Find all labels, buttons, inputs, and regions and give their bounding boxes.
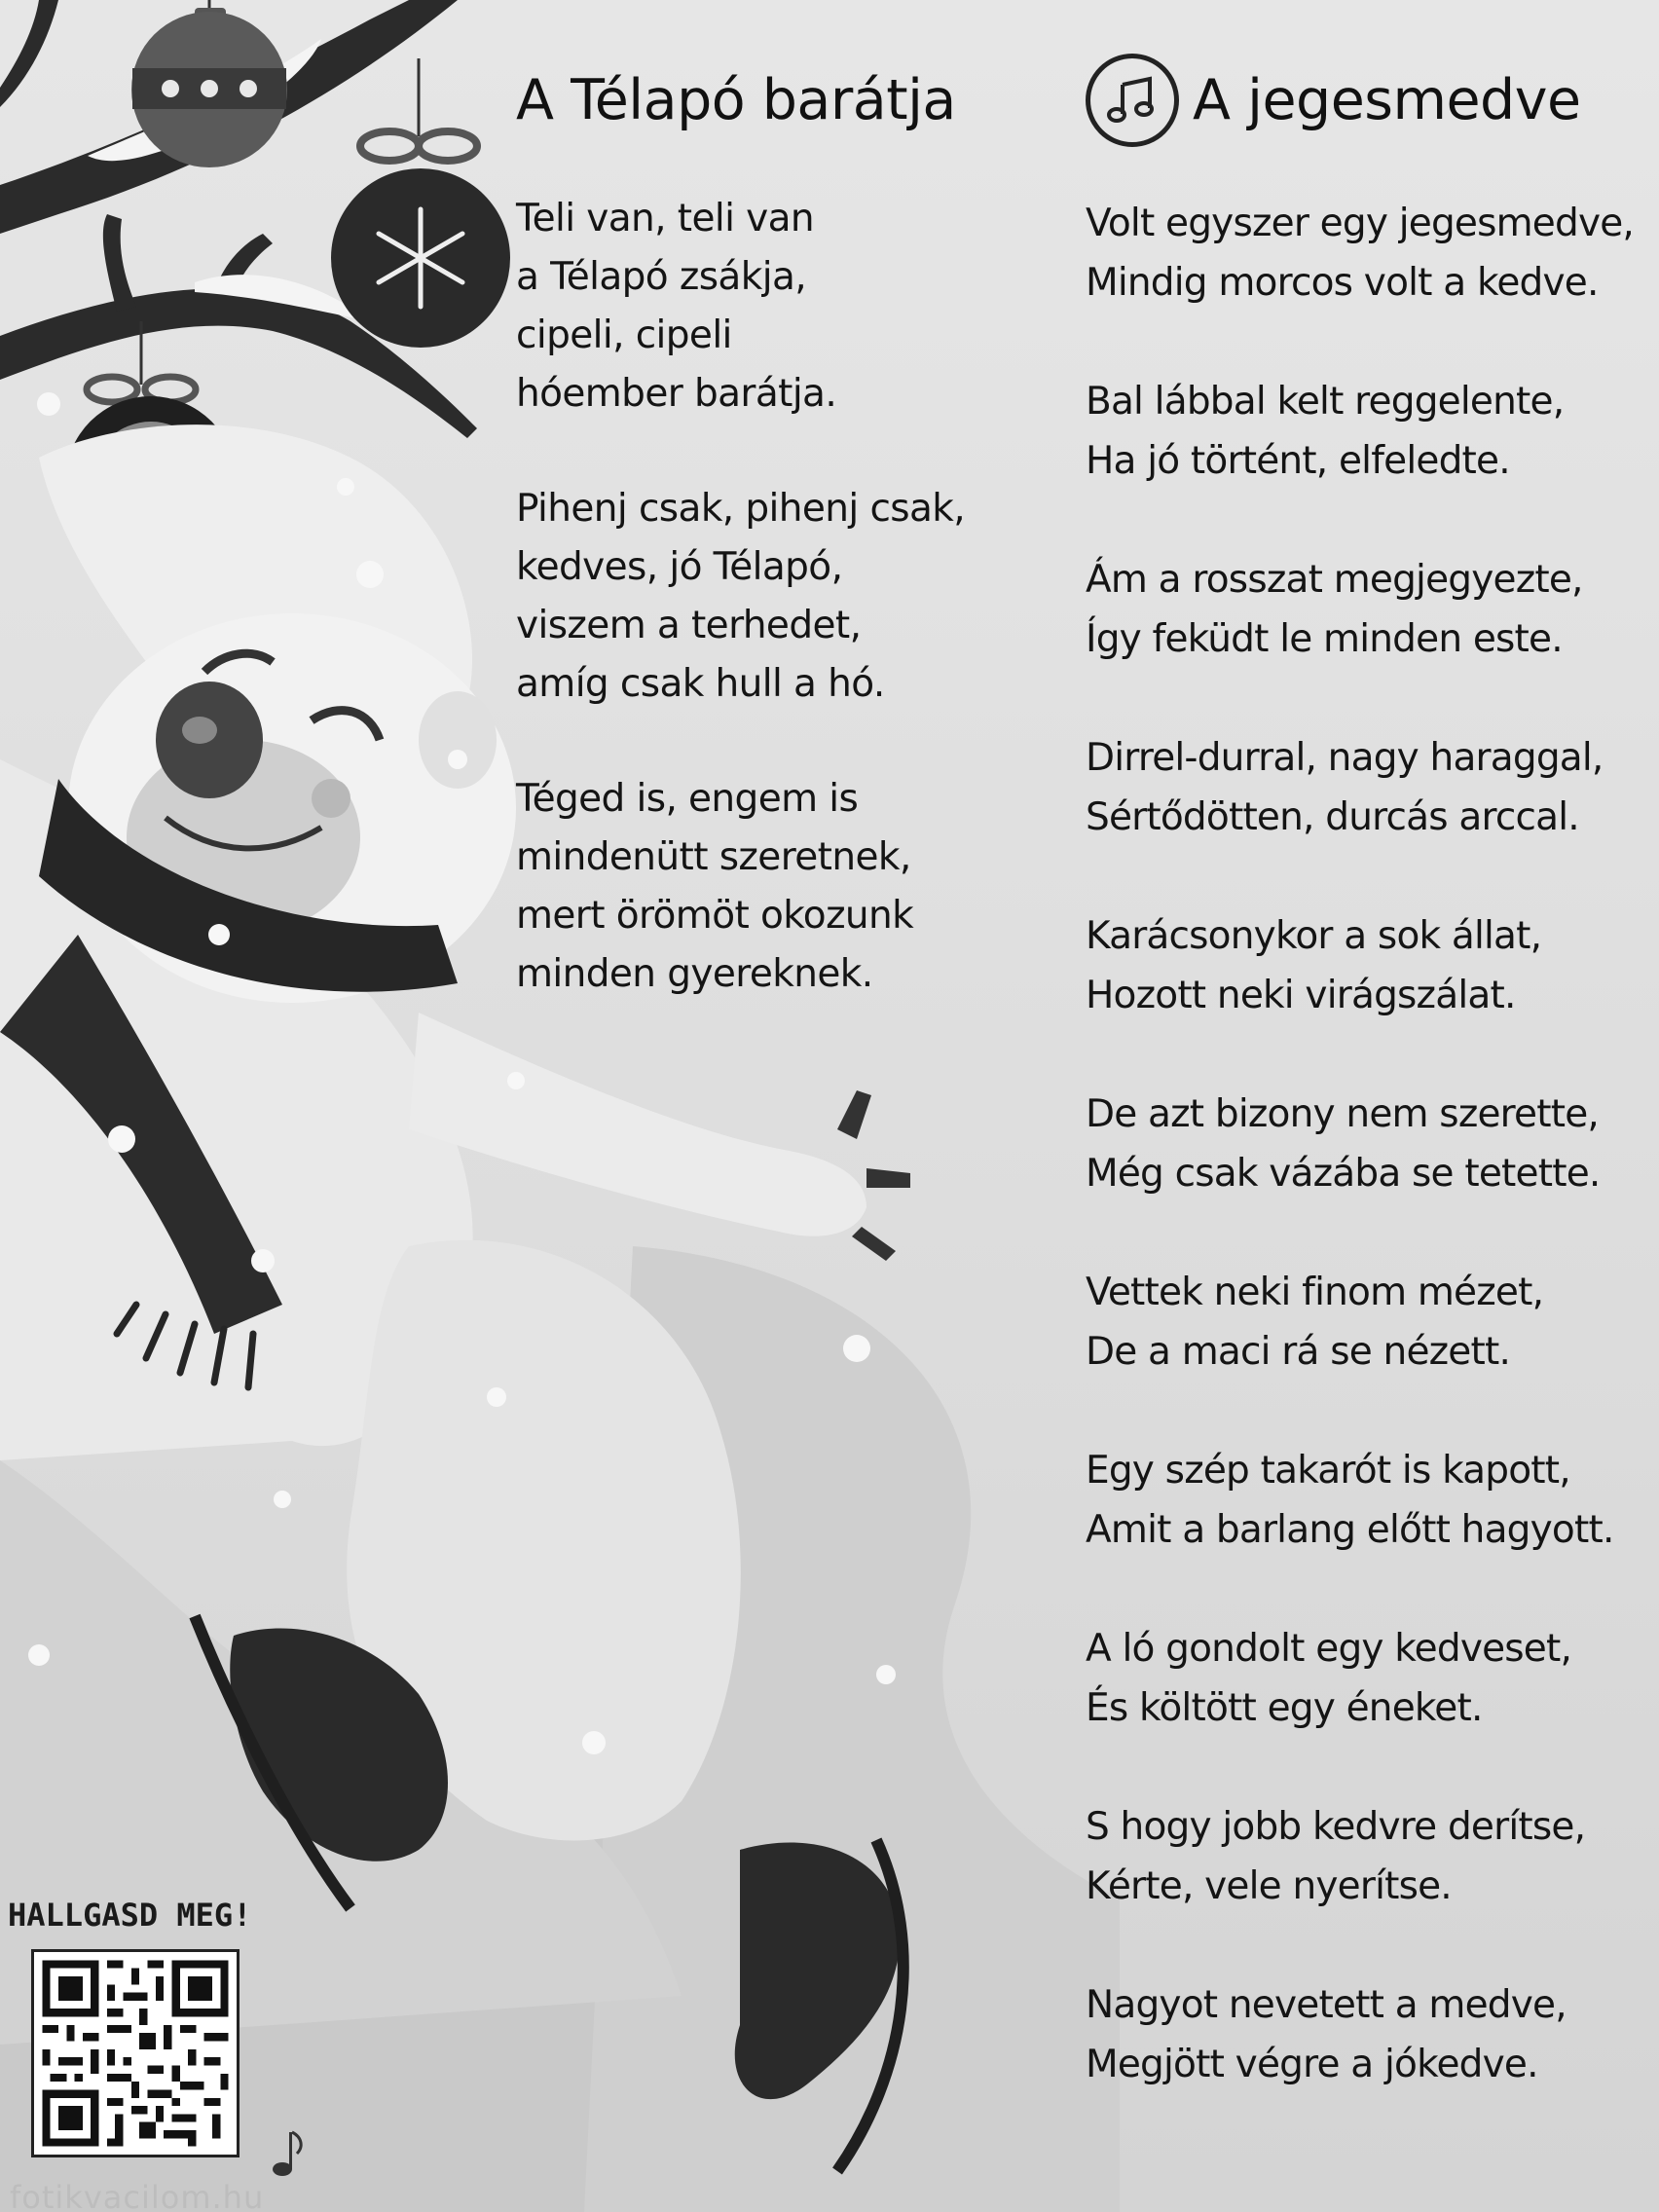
poem-line: És költött egy éneket.: [1086, 1686, 1483, 1730]
poem-line: mindenütt szeretnek,: [516, 834, 911, 879]
poem-line: Pihenj csak, pihenj csak,: [516, 486, 966, 531]
poem-jegesmedve: [1086, 54, 1655, 2154]
poem-line: De azt bizony nem szerette,: [1086, 1092, 1600, 1136]
poem-line: Ám a rosszat megjegyezte,: [1086, 558, 1583, 602]
poem-line: Vettek neki finom mézet,: [1086, 1271, 1544, 1314]
poem-line: Mindig morcos volt a kedve.: [1086, 261, 1599, 305]
stanza: [1086, 1797, 1655, 1916]
stanza: [1086, 1619, 1655, 1738]
poem-line: Dirrel-durral, nagy haraggal,: [1086, 736, 1604, 780]
poem-line: Egy szép takarót is kapott,: [1086, 1449, 1570, 1493]
poem-title: A Télapó barátja: [516, 68, 956, 132]
poem-line: viszem a terhedet,: [516, 603, 862, 647]
poem-line: Megjött végre a jókedve.: [1086, 2043, 1538, 2086]
poem-line: S hogy jobb kedvre derítse,: [1086, 1805, 1586, 1849]
poem-line: Téged is, engem is: [516, 776, 859, 821]
stanza: [1086, 194, 1655, 313]
poem-title-row: [1086, 54, 1655, 147]
qr-code-pattern: [34, 1952, 237, 2155]
stanza: [1086, 1263, 1655, 1382]
qr-label: HALLGASD MEG!: [8, 1897, 252, 1934]
poem-line: Volt egyszer egy jegesmedve,: [1086, 202, 1635, 245]
poem-line: Bal lábbal kelt reggelente,: [1086, 380, 1565, 424]
stanza: [1086, 1441, 1655, 1560]
music-note-icon: [1086, 54, 1179, 147]
ornament-snowflake: [331, 58, 510, 348]
stanza: [1086, 728, 1655, 847]
poem-line: Sértődötten, durcás arccal.: [1086, 795, 1579, 839]
stanza: [516, 190, 1061, 424]
stanza: [1086, 906, 1655, 1025]
stanza: [1086, 372, 1655, 491]
poem-line: De a maci rá se nézett.: [1086, 1330, 1511, 1374]
poem-line: Karácsonykor a sok állat,: [1086, 914, 1542, 958]
poem-line: mert örömöt okozunk: [516, 893, 914, 938]
poem-telapo-baratja: [516, 58, 1061, 1060]
stanza: [1086, 550, 1655, 669]
stanza: [516, 480, 1061, 714]
qr-code[interactable]: [31, 1949, 240, 2157]
poem-line: hóember barátja.: [516, 371, 837, 416]
poem-line: Kérte, vele nyerítse.: [1086, 1864, 1452, 1908]
poem-line: Így feküdt le minden este.: [1086, 617, 1563, 661]
poem-line: A ló gondolt egy kedveset,: [1086, 1627, 1572, 1671]
poem-line: cipeli, cipeli: [516, 313, 732, 357]
poem-line: a Télapó zsákja,: [516, 254, 807, 299]
poem-line: Nagyot nevetett a medve,: [1086, 1983, 1567, 2027]
poem-line: Ha jó történt, elfeledte.: [1086, 439, 1510, 483]
poem-line: minden gyereknek.: [516, 951, 873, 996]
poem-line: Teli van, teli van: [516, 196, 814, 240]
poem-line: Amit a barlang előtt hagyott.: [1086, 1508, 1614, 1552]
ornament-striped: [131, 0, 287, 167]
footer-url: fotikvacilom.hu: [10, 2179, 265, 2212]
poem-line: Hozott neki virágszálat.: [1086, 974, 1516, 1017]
poem-line: amíg csak hull a hó.: [516, 661, 885, 706]
stanza: [1086, 1975, 1655, 2094]
stanza: [1086, 1085, 1655, 1203]
stanza: [516, 770, 1061, 1004]
poem-title: A jegesmedve: [1193, 67, 1581, 132]
poem-line: Még csak vázába se tetette.: [1086, 1152, 1601, 1196]
poem-line: kedves, jó Télapó,: [516, 544, 843, 589]
